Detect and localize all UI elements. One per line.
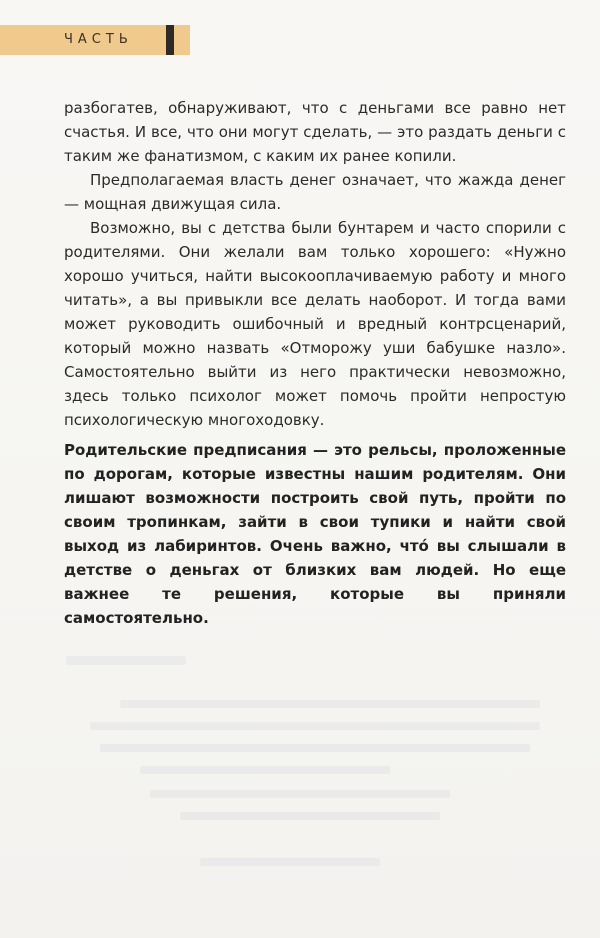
paragraph-2: Предполагаемая власть денег означает, что жажда денег — мощная движущая сила. [64, 171, 566, 213]
bold-paragraph: Родительские предписания — это рельсы, проложенные по дорогам, которые известны нашим родителям. Они лишают возможности построить свой путь, пройти по своим тропинкам, зайти в свои тупики и найти свой выход из лабиринтов. Очень важно, что́ вы слышали в детстве о деньгах от близких вам людей. Но еще важнее те решения, которые вы приняли самостоятельно. [64, 441, 566, 627]
header-divider [166, 25, 174, 55]
chapter-header [0, 25, 190, 55]
bleed-through-line [140, 766, 390, 774]
bleed-through-line [100, 744, 530, 752]
highlighted-block [64, 438, 566, 630]
bleed-through-line [120, 700, 540, 708]
paragraph-1: разбогатев, обнаруживают, что с деньгами все равно нет счастья. И все, что они могут сделать, — это раздать деньги с таким же фанатизмом, с каким их ранее копили. [64, 99, 566, 165]
bleed-through-line [90, 722, 540, 730]
bleed-through-line [66, 656, 186, 665]
bleed-through-line [180, 812, 440, 820]
bleed-through-line [200, 858, 380, 866]
paragraph-3: Возможно, вы с детства были бунтарем и часто спорили с родителями. Они желали вам только хорошего: «Нужно хорошо учиться, найти высокооплачиваемую работу и много читать», а вы привыкли все делать наоборот. И тогда вами может руководить ошибочный и вредный контрсценарий, который можно назвать «Отморожу уши бабушке назло». Самостоятельно выйти из него практически невозможно, здесь только психолог может помочь пройти непростую психологическую многоходовку. [64, 219, 566, 429]
body-text [64, 96, 566, 432]
bleed-through-line [150, 790, 450, 798]
header-label: ЧАСТЬ [64, 32, 133, 47]
